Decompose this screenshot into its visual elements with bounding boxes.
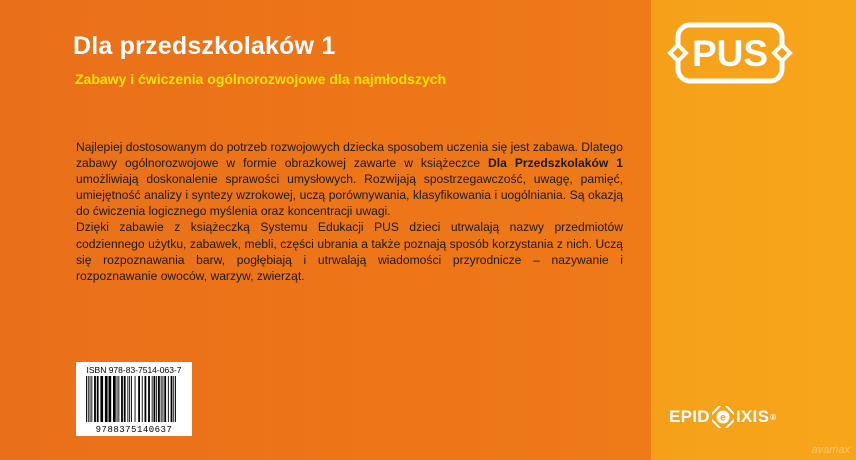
barcode-bar — [152, 376, 153, 422]
barcode-bar — [131, 376, 132, 422]
registered-mark: ® — [770, 412, 777, 422]
isbn-number: ISBN 978-83-7514-063-7 — [86, 365, 182, 375]
barcode-bar — [121, 376, 123, 422]
barcode-bar — [175, 376, 176, 422]
barcode-bar — [113, 376, 116, 422]
barcode-bar — [171, 376, 173, 422]
barcode-bar — [156, 376, 157, 422]
barcode-bar — [164, 376, 166, 422]
book-name-bold: Dla Przedszkolaków 1 — [488, 156, 623, 171]
book-subtitle: Zabawy i ćwiczenia ogólnorozwojowe dla najmłodszych — [75, 71, 447, 87]
barcode — [76, 362, 192, 436]
barcode-bar — [127, 376, 128, 422]
barcode-bar — [148, 376, 150, 422]
description-paragraph-2: Dzięki zabawie z książeczką Systemu Edukacji PUS dzieci utrwalają nazwy przedmiotów codziennego użytku, zabawek, mebli, części ubrania a także poznają sposób korzystania z nich. Uczą się rozpoznawania barw, pogłębiają i utrwalają wiadomości przyrodnicze – nazywanie i rozpoznawanie owoców, warzyw, zwierząt. — [76, 220, 623, 283]
barcode-bar — [109, 376, 112, 422]
barcode-bar — [129, 376, 130, 422]
book-description — [76, 139, 623, 284]
barcode-bar — [90, 376, 91, 422]
right-diamond-icon — [774, 45, 790, 61]
publisher-name-right: IXIS — [735, 407, 770, 426]
barcode-digits: 9788375140637 — [95, 425, 173, 434]
barcode-bar — [154, 376, 156, 422]
barcode-bar — [163, 376, 164, 422]
barcode-bar — [91, 376, 92, 422]
barcode-bar — [135, 376, 136, 422]
barcode-bar — [161, 376, 162, 422]
svg-text:PUS: PUS — [691, 33, 769, 74]
barcode-bars — [80, 376, 188, 434]
description-paragraph-1: Najlepiej dostosowanym do potrzeb rozwojowych dziecka sposobem uczenia się jest zabawa. Dlatego zabawy ogólnorozwojowe w formie obrazkowej zawarte w książeczce Dla Przedszkolaków 1 umożliwiają doskonalenie sprawości umysłowych. Rozwijają spostrzegawczość, uwagę, pamięć, umiejętność analizy i syntezy wzrokowej, uczą porównywania, klasyfikowania i uogólniania. Są okazją do ćwiczenia logicznego myślenia oraz koncentracji uwagi. — [76, 140, 623, 219]
pus-logo — [660, 19, 800, 87]
barcode-bar — [168, 376, 169, 422]
barcode-bar — [118, 376, 119, 422]
barcode-bar — [142, 376, 143, 422]
barcode-bar — [100, 376, 103, 422]
barcode-bar — [124, 376, 126, 422]
pus-logo-graphic — [660, 19, 800, 87]
barcode-bar — [173, 376, 174, 422]
barcode-bar — [88, 376, 89, 422]
publisher-name-left: EPID — [669, 407, 710, 426]
book-title: Dla przedszkolaków 1 — [73, 32, 336, 60]
barcode-bar — [117, 376, 118, 422]
barcode-bar — [145, 376, 147, 422]
barcode-bar — [97, 376, 99, 422]
barcode-bar — [105, 376, 108, 422]
svg-text:e: e — [719, 412, 726, 424]
barcode-bar — [138, 376, 140, 422]
watermark: avamax — [811, 444, 850, 456]
left-diamond-icon — [670, 45, 686, 61]
publisher-logo — [669, 403, 776, 431]
barcode-bar — [158, 376, 160, 422]
publisher-sun-icon — [712, 406, 734, 428]
barcode-bar — [86, 376, 87, 422]
barcode-bar — [94, 376, 96, 422]
